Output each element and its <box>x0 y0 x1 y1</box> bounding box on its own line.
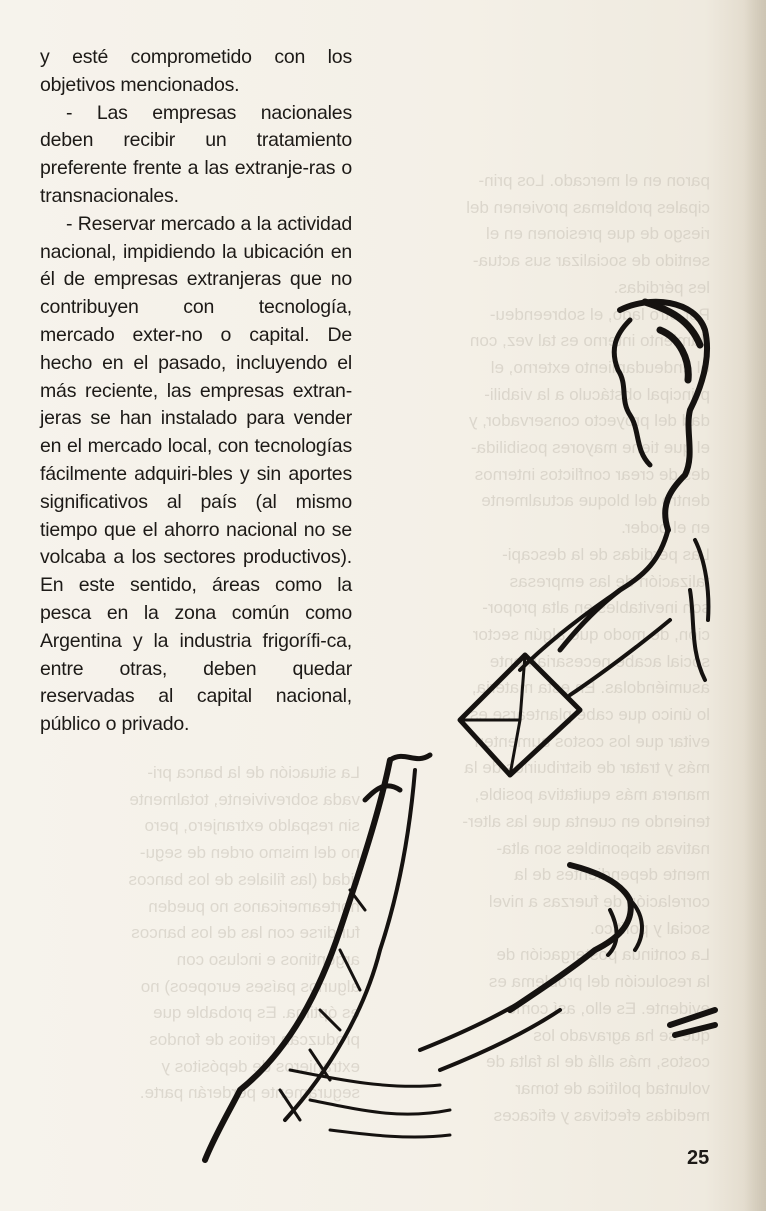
ghost-right-line: manera más equitativa posible, <box>474 785 710 805</box>
figure-shoulder <box>560 530 668 650</box>
ghost-right-line: ción, de modo que algún sector <box>472 624 710 644</box>
ghost-right-line: evitar que los costos aumenten <box>474 731 710 751</box>
ghost-left-line: produzcan retiros de fondos <box>149 1030 360 1050</box>
ghost-right-line: social y político. <box>590 918 710 938</box>
ghost-right-line: la resolución del problema es <box>488 972 710 992</box>
ghost-left-line: norteamericanos no pueden <box>148 896 360 916</box>
right-edge-stroke <box>670 1010 715 1035</box>
page-number: 25 <box>687 1147 710 1169</box>
ghost-right-line: social acabe necesariamente <box>489 651 710 671</box>
ghost-right-line: des de crear conflictos internos <box>474 464 710 484</box>
paragraph-national-companies: - Las empresas nacionales deben recibir un tratamiento preferente frente a las extranje-ras o transnacionales. <box>40 101 352 207</box>
ghost-right-line: voluntad política de tomar <box>515 1078 710 1098</box>
ghost-right-line: damiento interno es tal vez, con <box>469 331 710 351</box>
ghost-left-line: argentinos e incluso con <box>176 949 360 969</box>
ghost-right-line: talización de las empresas <box>509 571 710 591</box>
ghost-left-line: extranjeros de depósitos y <box>161 1056 360 1076</box>
paragraph-intro: y esté comprometido con los objetivos mencionados. <box>40 46 352 96</box>
root-lines <box>290 1070 450 1137</box>
tree-trunk <box>205 760 390 1160</box>
ghost-right-line: evidente. Es ello, así como <box>506 998 710 1018</box>
ghost-left-line: ridad (las filiales de los bancos <box>128 869 360 889</box>
ghost-right-line: nativas disponibles son alta- <box>496 838 710 858</box>
ghost-left-line: no del mismo orden de segu- <box>139 843 360 863</box>
page-edge-shadow <box>744 0 766 1211</box>
ink-illustration <box>190 290 720 1170</box>
ghost-right-line: cipales problemas provienen del <box>466 197 710 217</box>
ghost-right-line: son inevitables en alta propor- <box>482 598 710 618</box>
tree-trunk-inner <box>285 770 415 1120</box>
ghost-right-line: paron en el mercado. Los prin- <box>478 171 710 190</box>
ghost-left-line: sin respaldo extranjero, pero <box>144 816 360 836</box>
ghost-right-line: costos, más allá de la falta de <box>486 1052 710 1072</box>
ghost-left-line: algunos países europeos) no <box>140 976 360 996</box>
ghost-left-line: seguramente perderán parte. <box>139 1083 360 1103</box>
ghost-right-line: dentro del bloque actualmente <box>481 491 710 511</box>
ghost-right-line: en el poder. <box>621 518 710 538</box>
arm-sleeve <box>420 990 560 1070</box>
figure-torso-right <box>690 540 708 680</box>
ghost-right-line: lo único que cabe plantearse es <box>469 705 710 725</box>
ghost-left-line: es óptima. Es probable que <box>153 1003 360 1023</box>
ghost-right-line: Por otro lado, el sobreendeu- <box>489 304 710 324</box>
ghost-right-line: dad del proyecto conservador, y <box>469 411 710 431</box>
ghost-right-line: teniendo en cuenta que las alter- <box>462 811 710 831</box>
ghost-right-line: el endeudamiento externo, el <box>490 357 710 377</box>
ghost-right-line: principal obstáculo a la viabili- <box>484 384 710 404</box>
ghost-right-line: les pérdidas. <box>613 277 710 297</box>
paragraph-reserve-market: - Reservar mercado a la actividad nacional, impidiendo la ubicación en él de empresas extranjeras que no contribuyen con tecnología, mercado exter-no o capital. De hecho en el pasado, incluyendo el más reciente, las empresas extran-jeras se han instalado para vender en el mercado local, con tecnologías fácilmente adquiri-bles y sin aportes significativos al país (al mismo tiempo que el ahorro nacional no se volcaba a los sectores productivos). En este sentido, áreas como la pesca en la zona común como Argentina y la industria frigorífi-ca, entre otras, deben quedar reservadas al capital nacional, público o privado. <box>40 212 352 736</box>
ghost-left-line: vada sobreviviente, totalmente <box>129 789 360 809</box>
ghost-right-line: correlación de fuerzas a nivel <box>488 891 710 911</box>
ghost-right-line: que se ha agravado los <box>533 1025 710 1045</box>
tree-branch <box>365 755 430 800</box>
ghost-right-line: más y tratar de distribuirlos de la <box>464 758 710 778</box>
ghost-right-line: mente dependientes de la <box>514 865 710 885</box>
ghost-right-line: sentido de socializar sus actua- <box>472 251 710 271</box>
hand-right <box>510 865 631 1010</box>
ghost-right-line: asumiéndolas. En esta materia, <box>471 678 710 698</box>
ghost-right-line: Las pérdidas de la descapi- <box>502 544 710 564</box>
ghost-left-line: La situación de la banca pri- <box>147 763 360 782</box>
tree-bark-lines <box>280 890 365 1120</box>
ghost-right-line: riesgo de que presionen en el <box>486 224 710 244</box>
ghost-left-line: fundirse con las de los bancos <box>131 923 360 943</box>
ghost-right-line: el que tiene mayores posibilida- <box>470 438 710 458</box>
ghost-right-line: La continua postergación de <box>496 945 710 965</box>
figure-arm <box>520 590 670 695</box>
ghost-right-line: medidas efectivas y eficaces <box>493 1105 710 1125</box>
figure-face <box>614 320 650 465</box>
